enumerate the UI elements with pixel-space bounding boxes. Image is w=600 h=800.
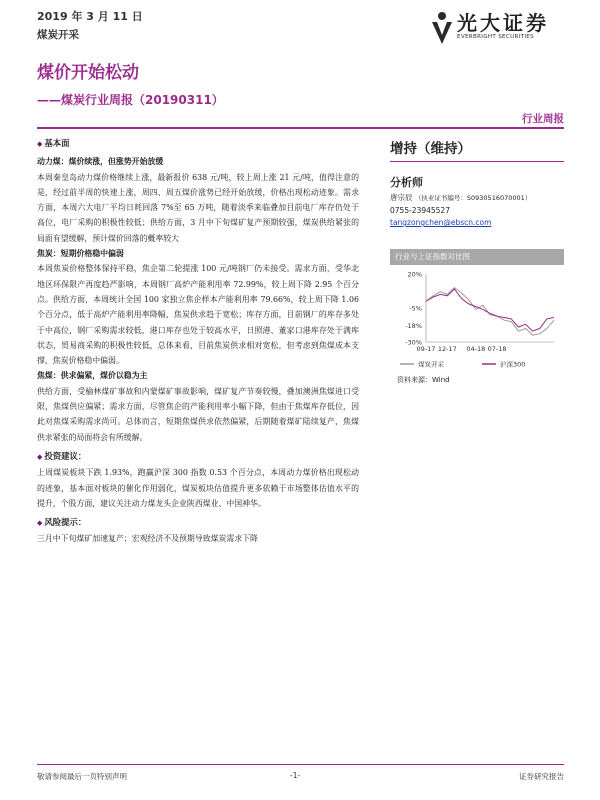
diamond-bullet-icon: ◆: [37, 519, 43, 528]
invest-heading: 投资建议：: [44, 450, 87, 461]
footer-disclaimer: 敬请参阅最后一页特别声明: [37, 772, 127, 781]
sector-label: 煤炭开采: [37, 29, 79, 41]
coke-paragraph: [37, 246, 359, 368]
risk-text: 三月中下旬煤矿加速复产；宏观经济不及预期导致煤炭需求下降: [37, 534, 258, 544]
logo-english-name: EVERBRIGHT SECURITIES: [457, 34, 534, 40]
y-tick-label: 20%: [407, 270, 422, 279]
y-tick-label: -5%: [409, 304, 422, 313]
legend-label: 煤炭开采: [418, 360, 444, 369]
report-date: 2019 年 3 月 11 日: [37, 10, 143, 23]
basics-heading-row: [37, 136, 359, 152]
coking-coal-lead: 焦煤：供求偏紧，煤价以稳为主: [37, 371, 148, 381]
x-tick-label: 12-17: [437, 345, 457, 353]
company-logo: [430, 6, 570, 50]
legend-label: 沪深300: [500, 360, 526, 369]
coke-text: 本周焦炭价格整体保持平稳，焦企第二轮提涨 100 元/吨钢厂仍未接受。需求方面，受华北地区环保限产再度趋严影响，本周钢厂高炉产能利用率 72.99%，较上周下降 2.95 个百分点。供给方面，本周统计全国 100 家独立焦企样本产能利用率 79.66%，较上周下降 1.06 个百分点，低于高炉产能利用率降幅，焦炭供求趋于宽松；库存方面，目前钢厂的库存多处于中高位，钢厂采购需求较低，港口库存也处于较高水平，日照港、董家口港库存处于满库状态，贸易商采购的积极性较低，总体来看，目前焦炭供求相对宽松，但考虑到焦煤成本支撑，焦炭价格稳中偏弱。: [37, 264, 359, 366]
chart-source: 资料来源：Wind: [397, 376, 450, 384]
risk-heading-row: [37, 515, 359, 531]
logo-icon: [430, 8, 454, 44]
analyst-cert: （执业证书编号：S0930516070001）: [414, 194, 532, 202]
footer-divider: [37, 764, 564, 765]
risk-heading: 风险提示：: [44, 517, 87, 528]
comparison-chart: [390, 266, 564, 376]
y-tick-label: -18%: [405, 322, 422, 331]
diamond-bullet-icon: ◆: [37, 452, 43, 461]
x-tick-label: 09-17: [416, 345, 436, 353]
rating-divider: [390, 161, 564, 162]
analyst-email-link[interactable]: tangzongchen@ebscn.com: [390, 218, 492, 227]
y-tick-label: -30%: [405, 338, 422, 347]
analyst-phone: 0755-23945527: [390, 205, 450, 215]
x-tick-label: 04-18: [466, 345, 486, 353]
analyst-name: 唐宗辰: [390, 193, 413, 202]
x-tick-label: 07-18: [487, 345, 507, 353]
rating: 增持（维持）: [390, 141, 471, 157]
coking-coal-text: 供给方面，受榆林煤矿事故和内蒙煤矿事故影响，煤矿复产节奏较慢，叠加澳洲焦煤进口受限，焦煤供应偏紧；需求方面，尽管焦企的产能利用率小幅下降，但由于焦煤库存低位，因此对焦煤采购需求尚可。总体而言，短期焦煤供求依然偏紧，后期随着煤矿陆续复产，焦煤供求紧张的局面将会有所缓解。: [37, 386, 359, 442]
main-content: [37, 136, 359, 547]
chart-heading: 行业与上证指数对比图: [390, 249, 564, 265]
invest-text: 上周煤炭板块下跌 1.93%，跑赢沪深 300 指数 0.53 个百分点，本周动力煤价格出现松动的迹象，基本面对板块的催化作用弱化，煤炭板块估值提升更多依赖于市场整体估值水平的提升，个股方面，建议关注动力煤龙头企业陕西煤业、中国神华。: [37, 468, 359, 508]
invest-paragraph: [37, 465, 359, 511]
footer-report-type: 证券研究报告: [519, 772, 564, 781]
basics-heading: 基本面: [44, 138, 70, 148]
report-title: 煤价开始松动: [37, 63, 139, 83]
series-line-1: [426, 288, 554, 336]
logo-name: 光大证券: [457, 11, 549, 35]
report-subtitle: ——煤炭行业周报（20190311）: [37, 93, 224, 107]
series-line-2: [426, 289, 554, 331]
coking-coal-paragraph: [37, 368, 359, 444]
analyst-heading: 分析师: [390, 176, 423, 189]
coal-power-text: 本周秦皇岛动力煤价格继续上涨，最新报价 638 元/吨，较上周上涨 21 元/吨，值得注意的是，经过前半周的快速上涨，周四、周五煤价涨势已经开始放缓，价格出现松动迹象。需求方面，本周六大电厂平均日耗回落 7%至 65 万吨，随着淡季来临叠加目前电厂库存仍处于高位，电厂采购的积极性较低；供给方面，3 月中下旬煤矿复产预期较强，煤炭供给紧张的局面有望缓解，预计煤价回落的概率较大: [37, 172, 359, 243]
report-type: 行业周报: [522, 113, 564, 125]
invest-heading-row: [37, 449, 359, 465]
risk-paragraph: [37, 531, 359, 546]
coal-power-paragraph: [37, 154, 359, 246]
diamond-bullet-icon: ◆: [37, 140, 43, 148]
analyst-info: [390, 192, 531, 230]
header-divider: [37, 127, 564, 129]
coke-lead: 焦炭：短期价格稳中偏弱: [37, 249, 124, 259]
page-number: -1-: [290, 771, 301, 780]
coal-power-lead: 动力煤：煤价续涨，但涨势开始放缓: [37, 157, 164, 167]
